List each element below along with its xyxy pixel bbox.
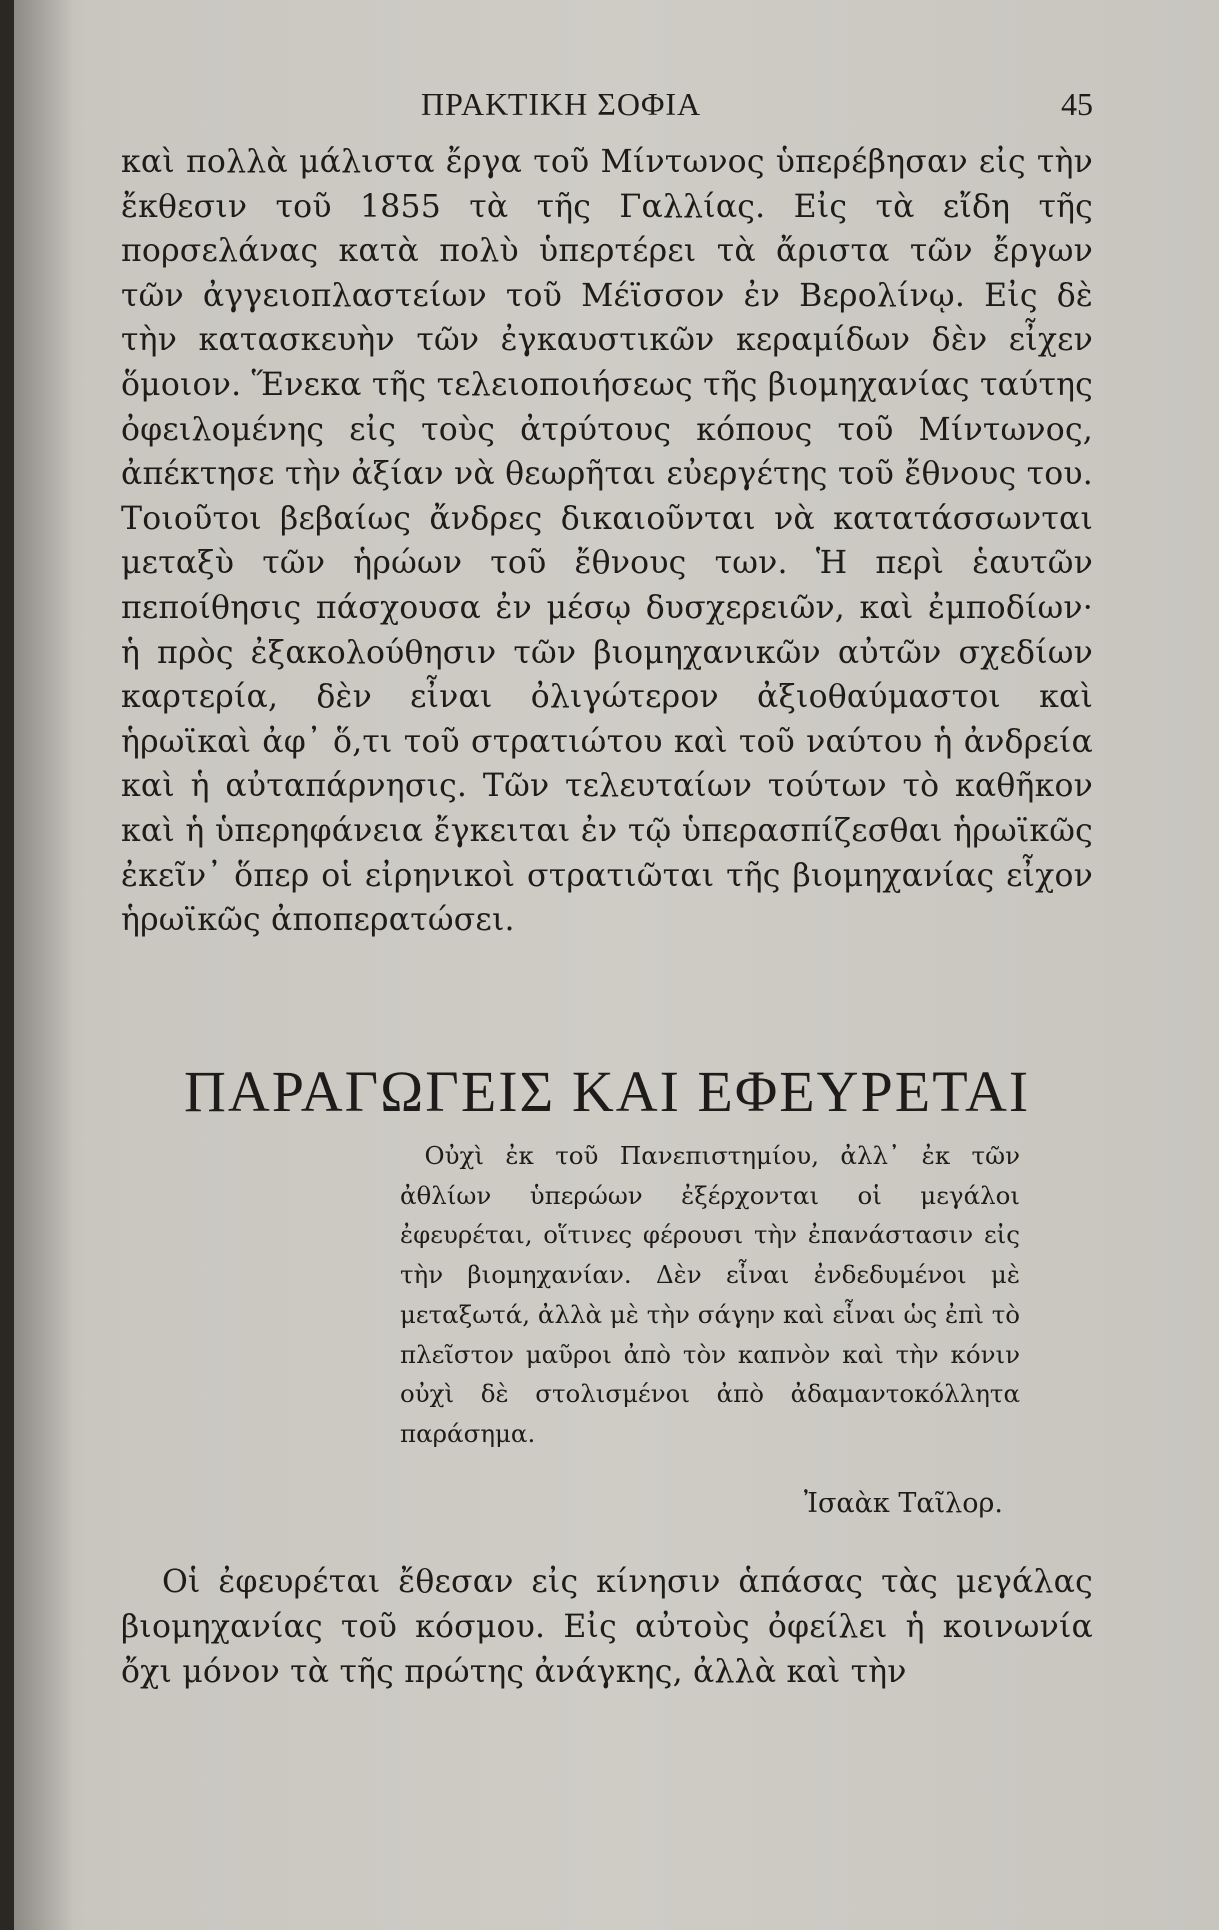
paragraph-text: Οἱ ἐφευρέται ἔθεσαν εἰς κίνησιν ἁπάσας τὰς μεγάλας βιομηχανίας τοῦ κόσμου. Εἰς αὐτοὺς ὀφείλει ἡ κοινωνία ὄχι μόνον τὰ τῆς πρώτης ἀνάγκης, ἀλλὰ καὶ τὴν xyxy=(121,1564,1093,1690)
section-heading: ΠΑΡΑΓΩΓΕΙΣ ΚΑΙ ΕΦΕΥΡΕΤΑΙ xyxy=(184,1059,1031,1124)
book-page xyxy=(14,0,1219,1930)
epigraph-quote xyxy=(400,1136,1020,1454)
quote-text: Οὐχὶ ἐκ τοῦ Πανεπιστημίου, ἀλλ᾽ ἐκ τῶν ἀθλίων ὑπερώων ἐξέρχονται οἱ μεγάλοι ἐφευρέται, οἵτινες φέρουσι τὴν ἐπανάστασιν εἰς τὴν βιομηχανίαν. Δὲν εἶναι ἐνδεδυμένοι μὲ μεταξωτά, ἀλλὰ μὲ τὴν σάγην καὶ εἶναι ὡς ἐπὶ τὸ πλεῖστον μαῦροι ἀπὸ τὸν καπνὸν καὶ τὴν κόνιν οὐχὶ δὲ στολισμένοι ἀπὸ ἀδαμαντοκόλλητα παράσημα. xyxy=(400,1141,1020,1448)
page-number: 45 xyxy=(1061,86,1093,122)
page-gutter-shadow xyxy=(14,0,74,1930)
body-paragraph-1 xyxy=(121,140,1093,943)
body-paragraph-2 xyxy=(121,1560,1093,1695)
quote-author: Ἰσαὰκ Ταῖλορ. xyxy=(803,1488,1003,1519)
running-title: ΠΡΑΚΤΙΚΗ ΣΟΦΙΑ xyxy=(421,86,702,122)
paragraph-text: καὶ πολλὰ μάλιστα ἔργα τοῦ Μίντωνος ὑπερέβησαν εἰς τὴν ἔκθεσιν τοῦ 1855 τὰ τῆς Γαλλίας. Εἰς τὰ εἴδη τῆς πορσελάνας κατὰ πολὺ ὑπερτέρει τὰ ἄριστα τῶν ἔργων τῶν ἀγγειοπλαστείων τοῦ Μέϊσσον ἐν Βερολίνῳ. Εἰς δὲ τὴν κατασκευὴν τῶν ἐγκαυστικῶν κεραμίδων δὲν εἶχεν ὅμοιον. Ἕνεκα τῆς τελειοποιήσεως τῆς βιομηχανίας ταύτης ὀφειλομένης εἰς τοὺς ἀτρύτους κόπους τοῦ Μίντωνος, ἀπέκτησε τὴν ἀξίαν νὰ θεωρῆται εὐεργέτης τοῦ ἔθνους του. Τοιοῦτοι βεβαίως ἄνδρες δικαιοῦνται νὰ κατατάσσωνται μεταξὺ τῶν ἡρώων τοῦ ἔθνους των. Ἡ περὶ ἑαυτῶν πεποίθησις πάσχουσα ἐν μέσῳ δυσχερειῶν, καὶ ἐμποδίων· ἡ πρὸς ἐξακολούθησιν τῶν βιομηχανικῶν αὐτῶν σχεδίων καρτερία, δὲν εἶναι ὀλιγώτερον ἀξιοθαύμαστοι καὶ ἡρωϊκαὶ ἀφ᾽ ὅ,τι τοῦ στρατιώτου καὶ τοῦ ναύτου ἡ ἀνδρεία καὶ ἡ αὐταπάρνησις. Τῶν τελευταίων τούτων τὸ καθῆκον καὶ ἡ ὑπερηφάνεια ἔγκειται ἐν τῷ ὑπερασπίζεσθαι ἡρωϊκῶς ἐκεῖν᾽ ὅπερ οἱ εἰρηνικοὶ στρατιῶται τῆς βιομηχανίας εἶχον ἡρωϊκῶς ἀποπερατώσει. xyxy=(121,144,1093,939)
running-header xyxy=(121,82,1093,132)
